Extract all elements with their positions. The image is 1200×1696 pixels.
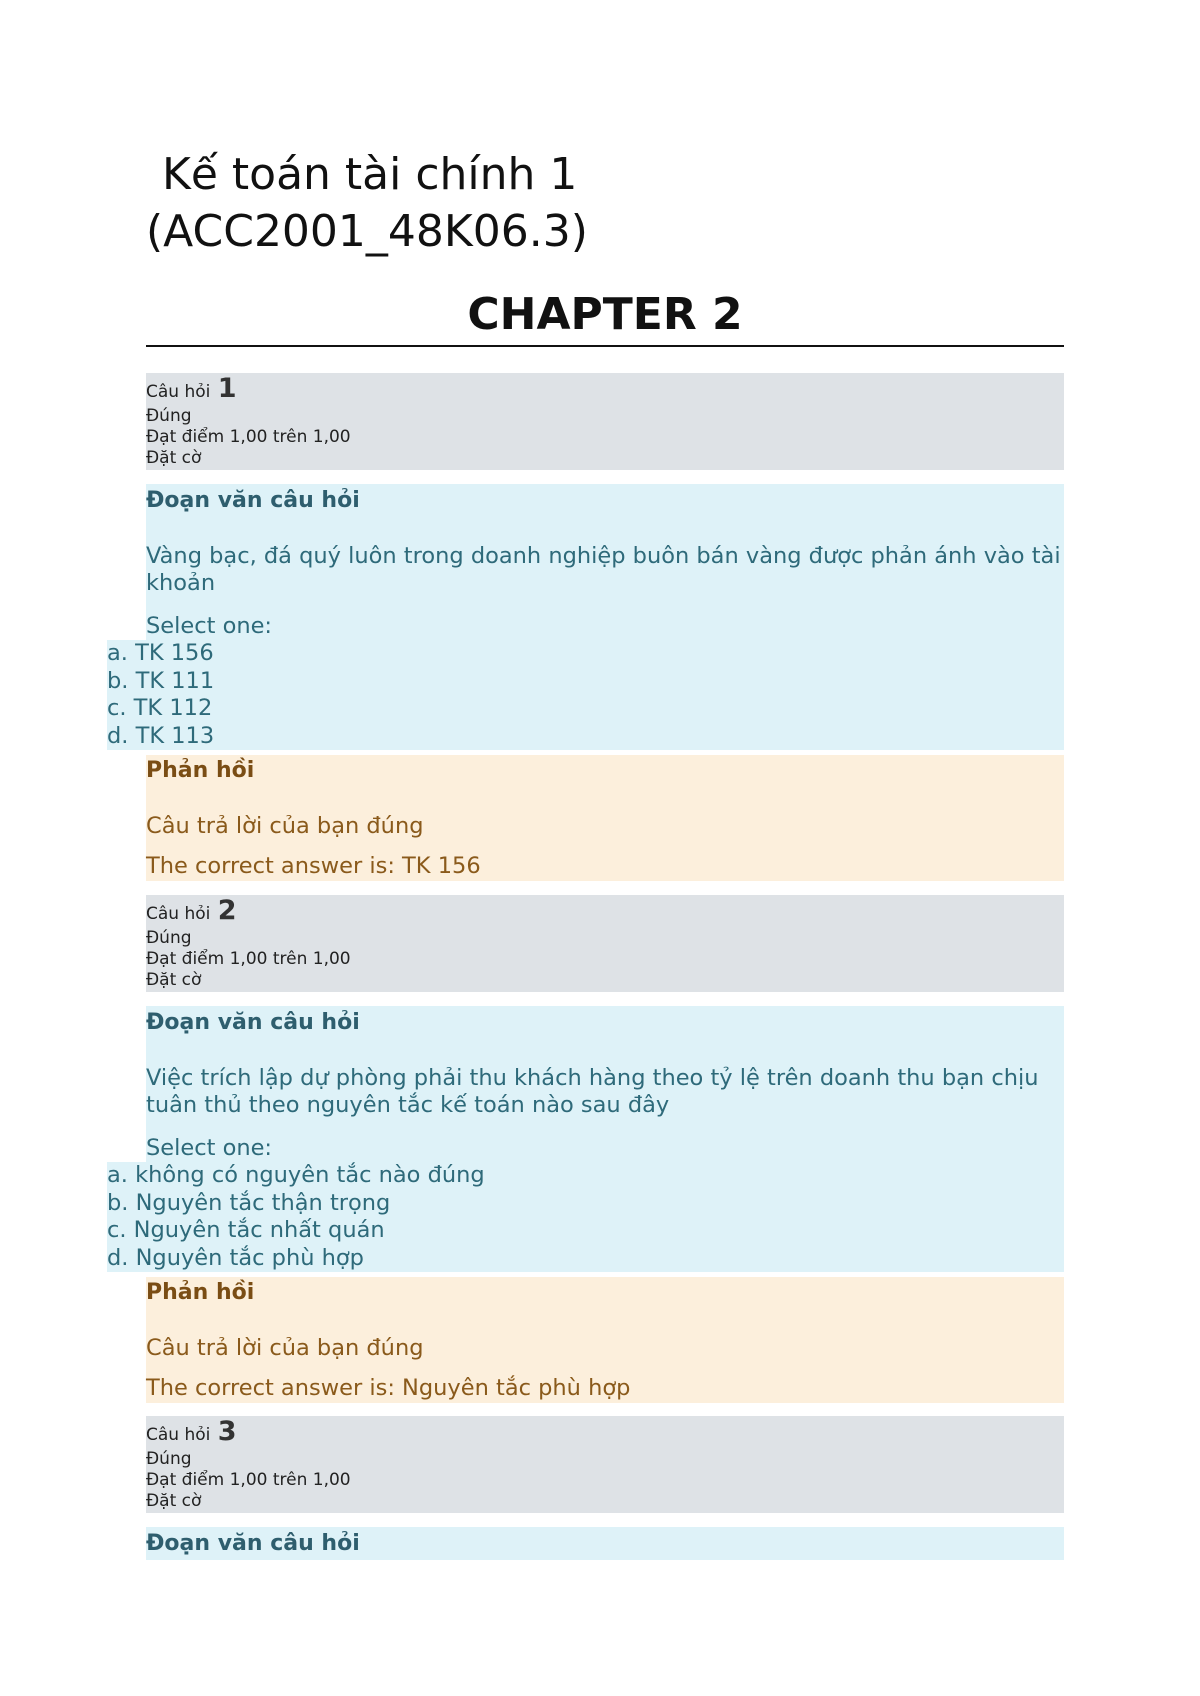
question-number: 1 [217,373,237,404]
answer-option-c[interactable]: c. TK 112 [107,695,213,721]
question-label: Câu hỏi [146,1425,211,1445]
select-one-prompt: Select one: [146,1135,273,1161]
feedback-result: Câu trả lời của bạn đúng [146,1335,424,1361]
question-text-header: Đoạn văn câu hỏi [146,488,360,513]
question-2-info [146,895,1064,992]
question-2-feedback-panel [146,1277,1064,1403]
question-text: Việc trích lập dự phòng phải thu khách hàng theo tỷ lệ trên doanh thu bạn chịu tuân thủ theo nguyên tắc kế toán nào sau đây [146,1065,1039,1118]
question-3-text-panel [146,1527,1064,1560]
question-label: Câu hỏi [146,904,211,924]
question-number: 2 [217,895,237,926]
answer-option-a[interactable]: a. TK 156 [107,640,214,666]
question-text: Vàng bạc, đá quý luôn trong doanh nghiệp buôn bán vàng được phản ánh vào tài khoản [146,543,1061,596]
answer-option-c[interactable]: c. Nguyên tắc nhất quán [107,1217,385,1243]
select-one-prompt: Select one: [146,613,273,639]
question-1-heading [146,375,1064,406]
answer-options [107,640,1064,750]
question-label: Câu hỏi [146,382,211,402]
question-text-header: Đoạn văn câu hỏi [146,1531,360,1556]
flag-question-link[interactable]: Đặt cờ [146,1491,202,1511]
question-2-text-panel [107,1006,1064,1271]
answer-option-d[interactable]: d. TK 113 [107,722,215,749]
answer-option-a[interactable]: a. không có nguyên tắc nào đúng [107,1162,485,1188]
question-1-text-panel [107,484,1064,749]
feedback-correct-answer: The correct answer is: TK 156 [146,853,481,879]
document-title-line-2: (ACC2001_48K06.3) [146,206,588,257]
question-state: Đúng [146,928,192,948]
question-text-header: Đoạn văn câu hỏi [146,1010,360,1035]
chapter-heading: CHAPTER 2 [467,289,743,340]
answer-option-b[interactable]: b. Nguyên tắc thận trọng [107,1189,391,1216]
feedback-correct-answer: The correct answer is: Nguyên tắc phù hợp [146,1375,631,1401]
question-grade: Đạt điểm 1,00 trên 1,00 [146,1470,351,1490]
document-title-line-1: Kế toán tài chính 1 [162,149,578,200]
feedback-header: Phản hồi [146,1280,255,1305]
question-state: Đúng [146,406,192,426]
question-3-heading [146,1418,1064,1449]
document-title [146,146,1064,260]
question-number: 3 [217,1416,237,1447]
flag-question-link[interactable]: Đặt cờ [146,970,202,990]
question-3-info [146,1416,1064,1513]
feedback-result: Câu trả lời của bạn đúng [146,813,424,839]
question-2-heading [146,897,1064,928]
flag-question-link[interactable]: Đặt cờ [146,448,202,468]
question-grade: Đạt điểm 1,00 trên 1,00 [146,949,351,969]
chapter-divider [146,345,1064,347]
answer-option-b[interactable]: b. TK 111 [107,667,215,694]
question-state: Đúng [146,1449,192,1469]
feedback-header: Phản hồi [146,758,255,783]
question-grade: Đạt điểm 1,00 trên 1,00 [146,427,351,447]
question-1-info [146,373,1064,470]
answer-option-d[interactable]: d. Nguyên tắc phù hợp [107,1244,364,1271]
answer-options [107,1162,1064,1272]
question-1-feedback-panel [146,755,1064,881]
